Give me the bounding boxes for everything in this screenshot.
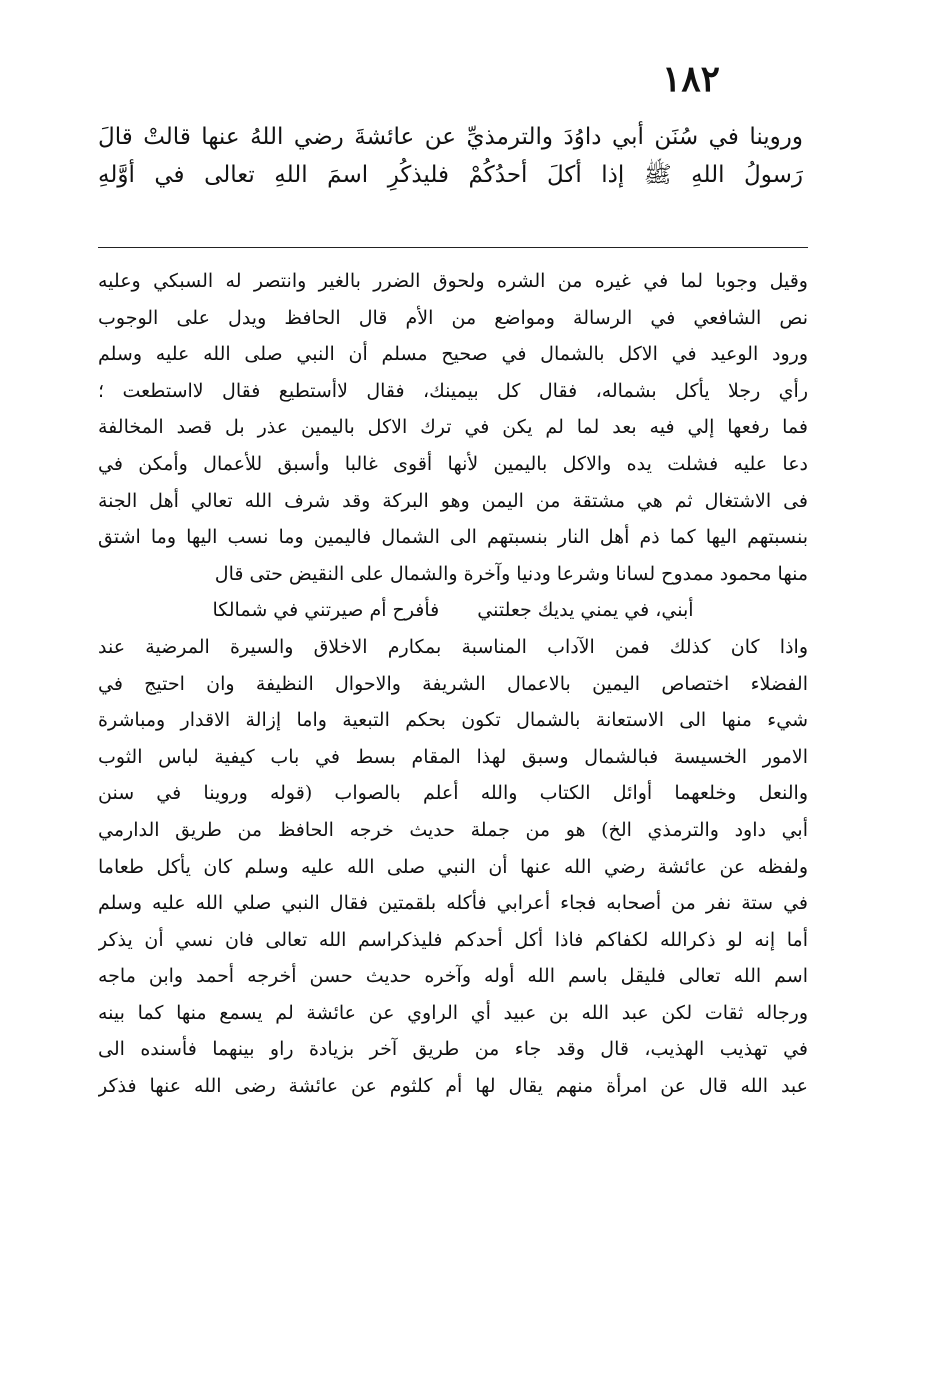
commentary-line: فى الاشتغال ثم هي مشتقة من اليمن وهو البركة وقد شرف الله تعالي أهل الجنة — [98, 489, 808, 512]
commentary-line: نص الشافعي في الرسالة ومواضع من الأم قال الحافظ ويدل على الوجوب — [98, 306, 808, 329]
commentary-line: أما إنه لو ذكرالله لكفاكم فاذا أكل أحدكم فليذكراسم الله تعالى فان نسي أن يذكر — [98, 928, 808, 951]
commentary-line: اسم الله تعالى فليقل باسم الله أوله وآخره حديث حسن أخرجه أحمد وابن ماجه — [98, 965, 808, 988]
commentary-line: الفضلاء اختصاص اليمين بالاعمال الشريفة والاحوال النظيفة وان احتيج في — [98, 672, 808, 695]
commentary-line: وقيل وجوبا لما في غيره من الشره ولحوق الضرر بالغير وانتصر له السبكي وعليه — [98, 270, 808, 292]
commentary-line: الامور الخسيسة فبالشمال وسبق لهذا المقام بسط في باب كيفية لباس الثوب — [98, 745, 808, 768]
poetry-verse — [98, 592, 808, 629]
commentary-line: في ستة نفر من أصحابه فجاء أعرابي فأكله بلقمتين فقال النبي صلي الله عليه وسلم — [98, 892, 808, 915]
main-text-line: رَسولُ اللهِ ﷺ إذا أكلَ أحدُكُمْ فليذكُرِ اسمَ اللهِ تعالى في أوَّلهِ — [98, 162, 803, 188]
commentary-line: ورود الوعيد في الاكل بالشمال في صحيح مسلم أن النبي صلى الله عليه وسلم — [98, 343, 808, 366]
commentary-line: فما رفعها إلي فيه بعد لما لم يكن في ترك الاكل باليمين عذر بل قصد المخالفة — [98, 416, 808, 439]
commentary-line: واذا كان كذلك فمن الآداب المناسبة بمكارم الاخلاق والسيرة المرضية عند — [98, 635, 808, 658]
commentary-line: شيء منها الى الاستعانة بالشمال تكون بحكم التبعية واما إزالة الاقدار ومباشرة — [98, 709, 808, 732]
commentary-line: والنعل وخلعهما أوائل الكتاب والله أعلم بالصواب (قوله وروينا في سنن — [98, 782, 808, 805]
separator-rule — [98, 247, 808, 248]
commentary-line: منها محمود ممدوح لسانا وشرعا ودنيا وآخرة والشمال على النقيض حتى قال — [214, 562, 808, 585]
commentary-line: أبي داود والترمذي الخ) هو من جملة حديث خرجه الحافظ من طريق الدارمي — [98, 818, 808, 841]
main-text-line: وروينا في سُنَن أبي داوُدَ والترمذيِّ عن عائشةَ رضي اللهُ عنها قالتْ قالَ — [98, 124, 803, 150]
commentary-line: بنسبتهم اليها كما ذم أهل النار بنسبتهم الى الشمال فاليمين وما نسب اليها وما اشتق — [98, 526, 808, 549]
verse-hemistich-first: أبني، في يمني يديك جعلتني — [477, 599, 694, 622]
commentary-line: دعا عليه فشلت يده والاكل باليمين لأنها أقوى غالبا وأسبق للأعمال وأمكن في — [98, 452, 808, 475]
commentary-line: ورجاله ثقات لكن عبد الله بن عبيد أي الراوي عن عائشة لم يسمع منها كما بينه — [98, 1001, 808, 1024]
commentary-line: ولفظه عن عائشة رضي الله عنها أن النبي صلى الله عليه وسلم كان يأكل طعاما — [98, 855, 808, 878]
commentary-line: في تهذيب الهذيب، قال وقد جاء من طريق آخر بزيادة راو بينهما فأسنده الى — [98, 1038, 808, 1061]
commentary-line: رأي رجلا يأكل بشماله، فقال كل بيمينك، فقال لاأستطيع فقال لااستطعت ؛ — [98, 379, 808, 402]
commentary-line: عبد الله قال عن امرأة منهم يقال لها أم كلثوم عن عائشة رضى الله عنها فذكر — [98, 1075, 808, 1098]
commentary-text — [98, 263, 808, 1105]
main-text — [98, 118, 803, 194]
page-number: ١٨٢ — [661, 58, 720, 100]
verse-hemistich-second: فأفرح أم صيرتني في شمالكا — [212, 599, 440, 622]
